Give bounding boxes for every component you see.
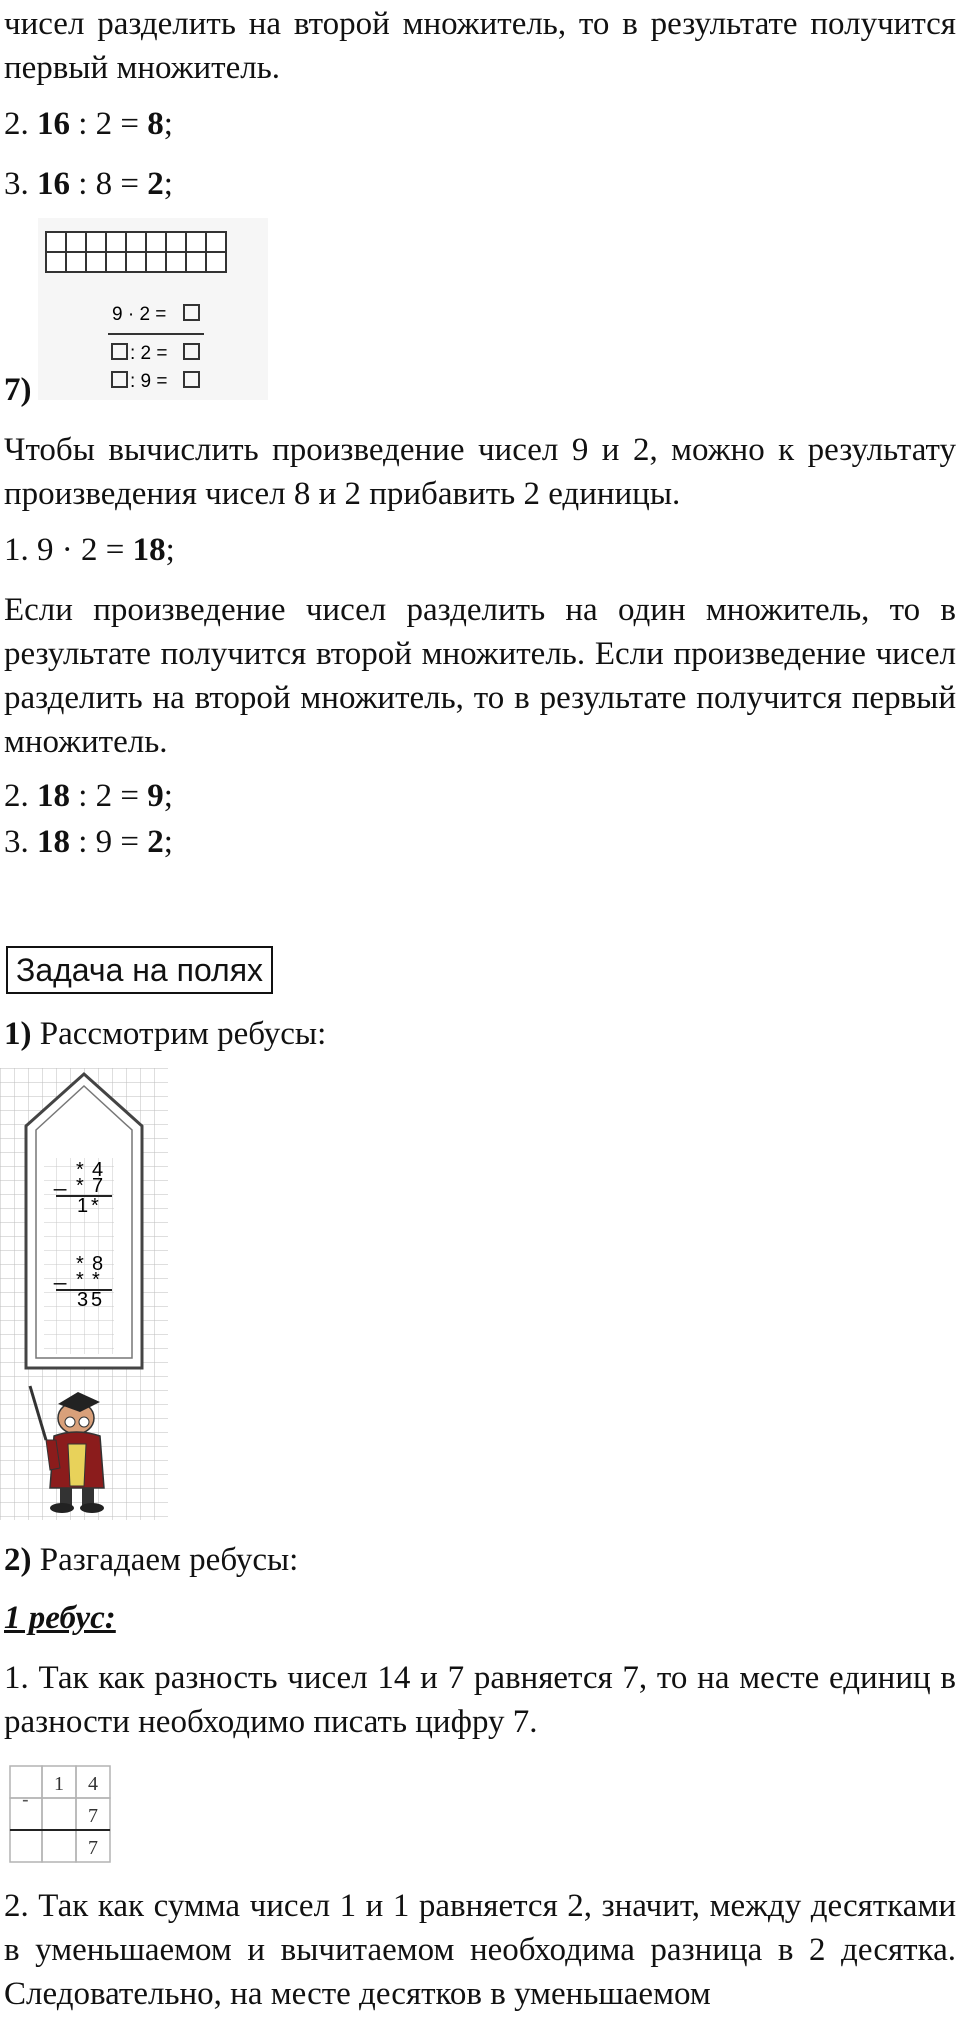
equation-16-div-8: 3. 16 : 8 = 2; <box>4 166 173 202</box>
paragraph-explain-product: Чтобы вычислить произведение чисел 9 и 2, можно к результату произведения чисел 8 и 2 прибавить 2 единицы. <box>4 432 956 512</box>
equation-18-div-2: 2. 18 : 2 = 9; <box>4 778 173 814</box>
paragraph-rebus1-step1: 1. Так как разность чисел 14 и 7 равняется 7, то на месте единиц в разности необходимо писать цифру 7. <box>4 1660 956 1740</box>
rebus1-cell: * <box>91 1195 99 1217</box>
table-cell <box>42 1830 76 1862</box>
rebus2-cell: 8 <box>92 1253 104 1275</box>
table-minus: - <box>22 1789 29 1811</box>
equation-16-div-2: 2. 16 : 2 = 8; <box>4 106 173 142</box>
task7-label: 7) <box>4 372 32 408</box>
equation-18-div-9: 3. 18 : 9 = 2; <box>4 824 173 860</box>
margin-task-title: Задача на полях <box>6 946 273 994</box>
fig-eq-line1: 9 · 2 = <box>112 304 167 325</box>
rebus1-cell: 4 <box>92 1159 104 1181</box>
rebus2-cell: 5 <box>91 1289 103 1311</box>
intro-paragraph: чисел разделить на второй множитель, то в результате получится первый множитель. <box>4 6 956 86</box>
rebus2-cell: 3 <box>77 1289 89 1311</box>
task7-figure <box>38 218 268 400</box>
step1-label: 1) Рассмотрим ребусы: <box>4 1016 327 1052</box>
rebus2-minus: _ <box>54 1260 67 1285</box>
rebus1-cell: 7 <box>92 1175 104 1197</box>
table-cell <box>42 1798 76 1830</box>
table-cell-value: 7 <box>88 1805 98 1827</box>
subtraction-table <box>8 1764 120 1864</box>
rebus2-cell: * <box>76 1253 84 1275</box>
rebus-figure <box>0 1068 168 1520</box>
table-cell-value: 7 <box>88 1837 98 1859</box>
rebus1-cell: * <box>76 1159 84 1181</box>
rebus2-cell: * <box>76 1269 84 1291</box>
table-cell-value: 4 <box>88 1773 98 1795</box>
step2-label: 2) Разгадаем ребусы: <box>4 1542 299 1578</box>
cell-strip <box>46 232 226 272</box>
rebus1-cell: 1 <box>77 1195 89 1217</box>
fig-eq-line2: : 2 = <box>130 343 168 364</box>
table-cell <box>10 1830 42 1862</box>
rebus2-cell: * <box>92 1269 100 1291</box>
rebus1-cell: * <box>76 1175 84 1197</box>
fig-eq-line3: : 9 = <box>130 371 168 392</box>
rebus1-heading: 1 ребус: <box>4 1600 116 1636</box>
paragraph-division-rule: Если произведение чисел разделить на один множитель, то в результате получится второй множитель. Если произведение чисел разделить на второй множитель, то в результате получится первый множитель. <box>4 592 956 760</box>
equation-9-times-2: 1. 9 · 2 = 18; <box>4 532 175 568</box>
table-cell-value: 1 <box>54 1773 64 1795</box>
rebus1-minus: _ <box>54 1166 67 1191</box>
paragraph-rebus1-step2: 2. Так как сумма чисел 1 и 1 равняется 2, значит, между десятками в уменьшаемом и вычитаемом необходима разница в 2 десятка. Следовательно, на месте десятков в уменьшаемом <box>4 1888 956 2012</box>
